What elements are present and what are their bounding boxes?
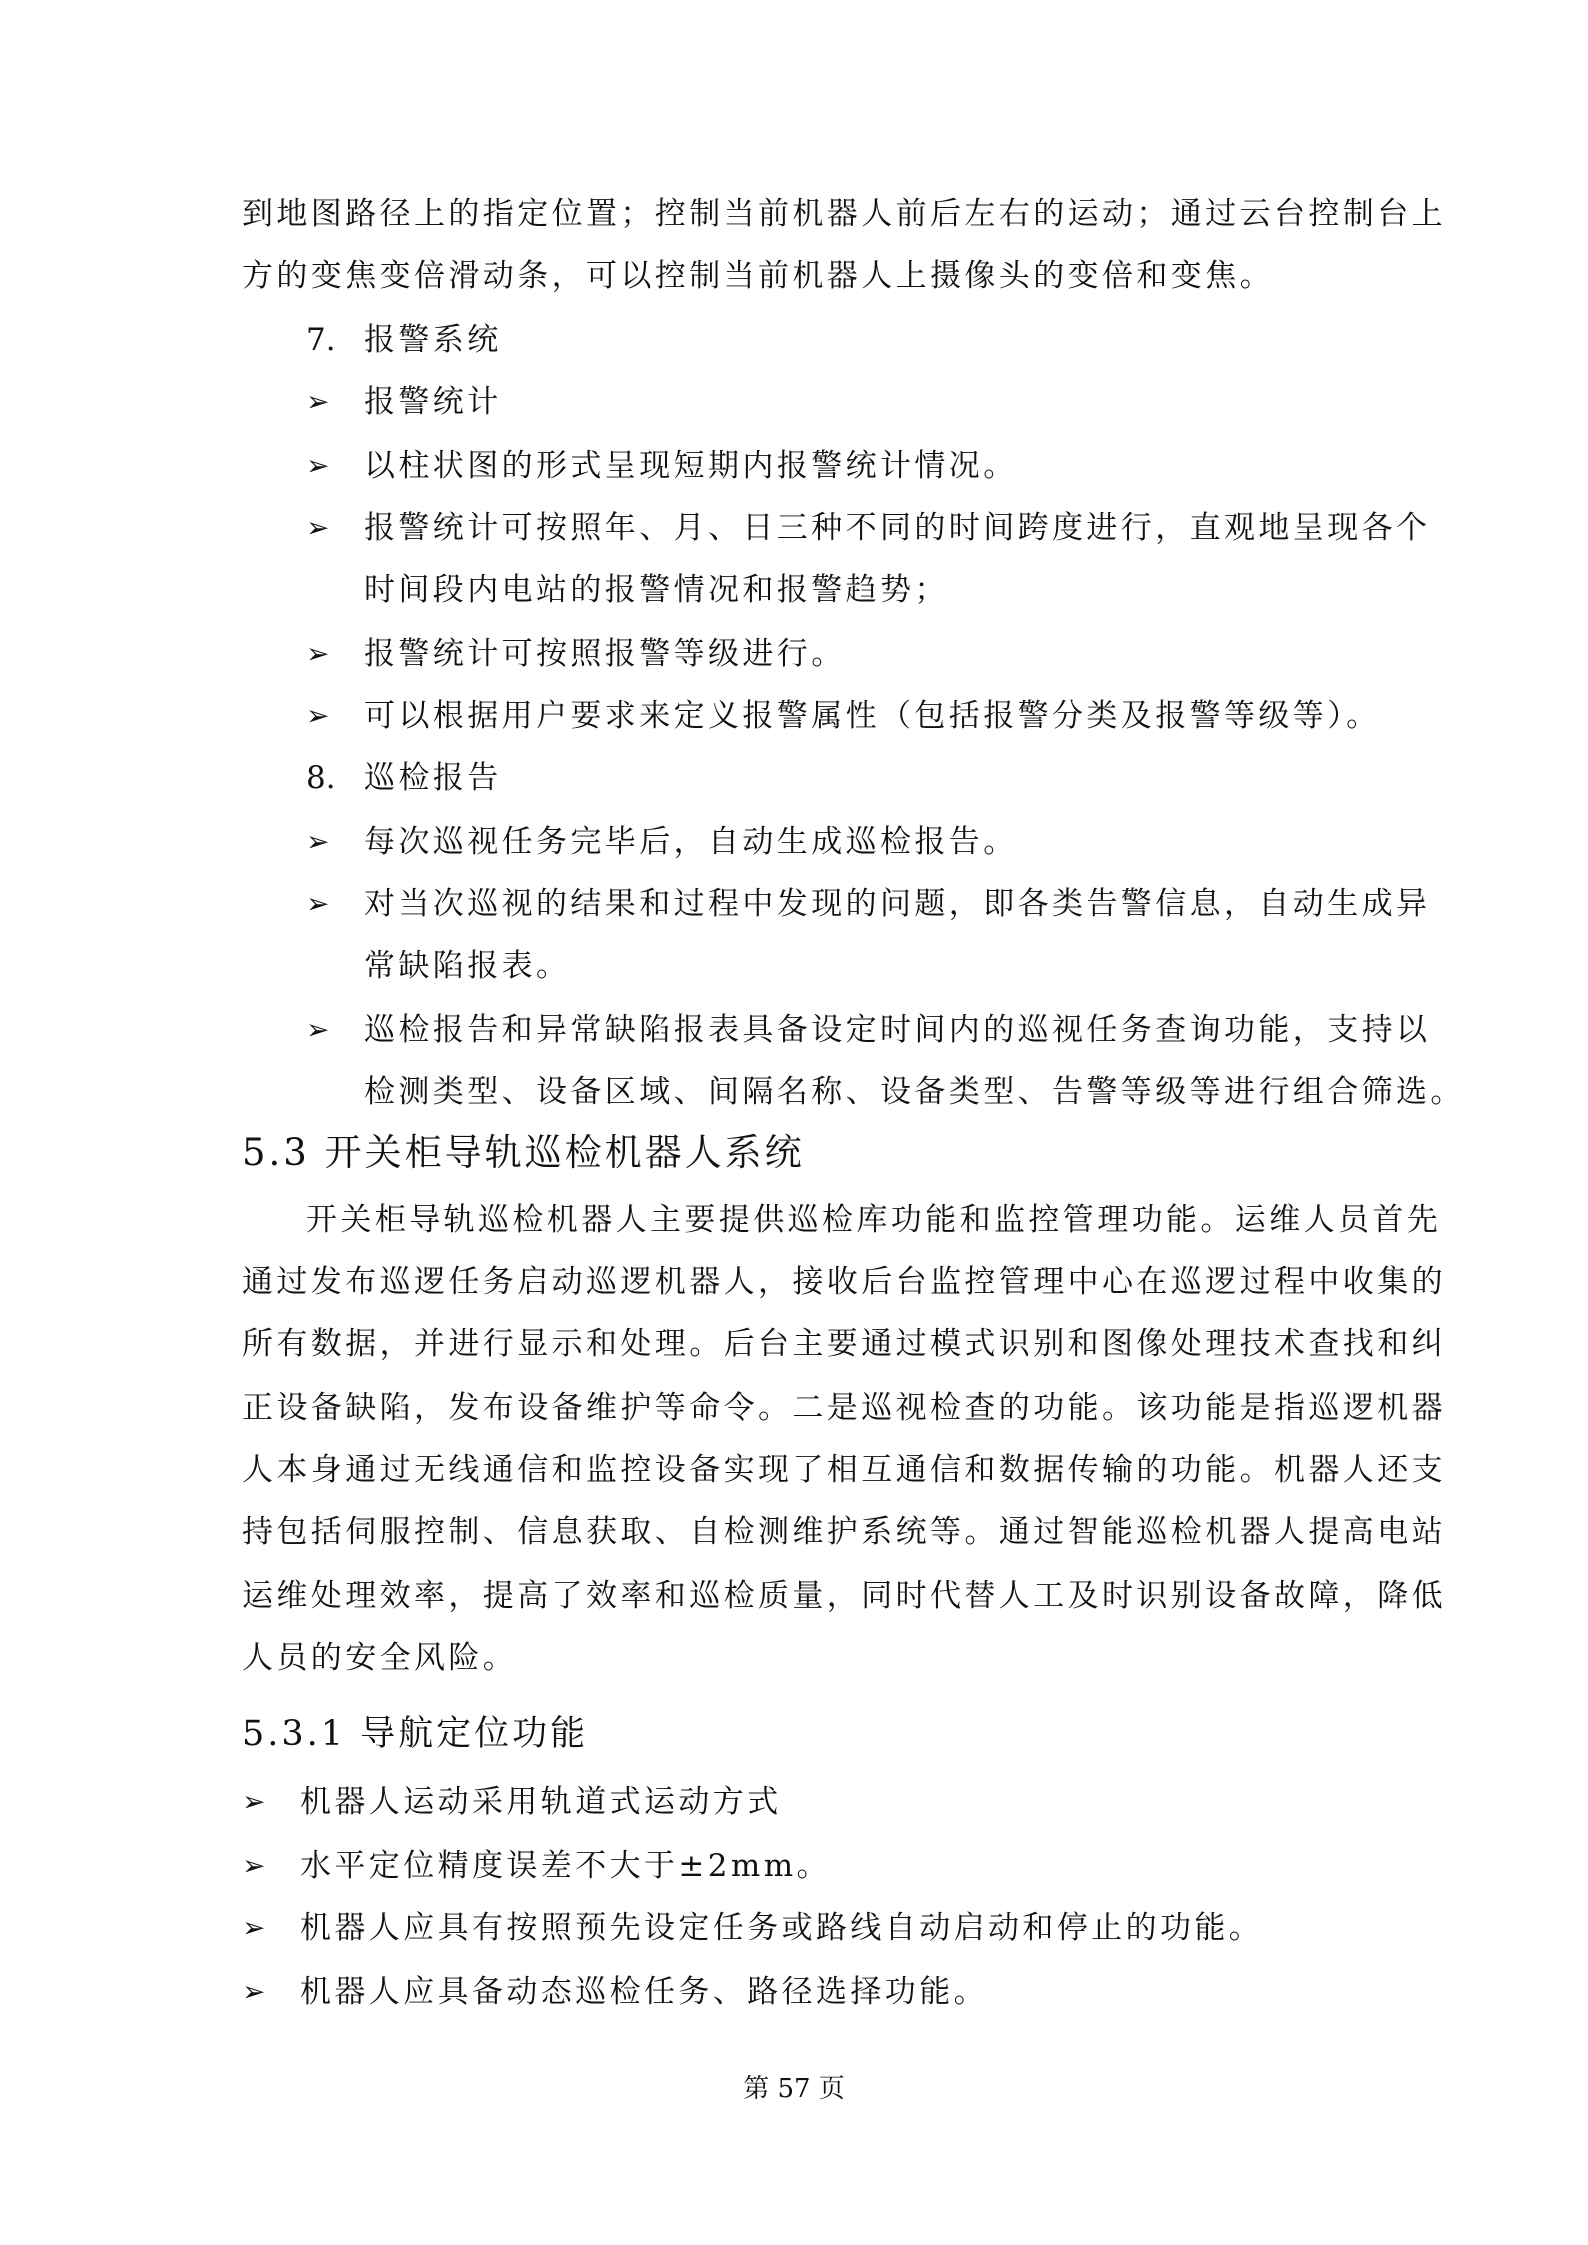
list-item: 每次巡视任务完毕后，自动生成巡检报告。 [364,824,1018,860]
list-item: 以柱状图的形式呈现短期内报警统计情况。 [364,448,1018,484]
paragraph-line: 正设备缺陷，发布设备维护等命令。二是巡视检查的功能。该功能是指巡逻机器 [242,1390,1446,1426]
list-item: 报警统计可按照年、月、日三种不同的时间跨度进行，直观地呈现各个 [364,510,1431,546]
bullet-arrow-icon: ➢ [306,637,330,670]
list-item: 报警统计可按照报警等级进行。 [364,636,846,672]
paragraph-line: 通过发布巡逻任务启动巡逻机器人，接收后台监控管理中心在巡逻过程中收集的 [242,1264,1446,1300]
bullet-arrow-icon: ➢ [306,1013,330,1046]
paragraph-line: 到地图路径上的指定位置；控制当前机器人前后左右的运动；通过云台控制台上 [242,196,1446,232]
list-number: 7. [306,322,336,358]
list-number: 8. [306,760,336,796]
section-heading: 5.3 开关柜导轨巡检机器人系统 [242,1131,805,1174]
paragraph-line: 所有数据，并进行显示和处理。后台主要通过模式识别和图像处理技术查找和纠 [242,1326,1446,1362]
bullet-arrow-icon: ➢ [242,1849,266,1882]
list-item: 水平定位精度误差不大于±2mm。 [300,1848,831,1884]
paragraph-line: 开关柜导轨巡检机器人主要提供巡检库功能和监控管理功能。运维人员首先 [306,1202,1442,1238]
page-number: 第 57 页 [743,2074,845,2104]
list-item: 巡检报告和异常缺陷报表具备设定时间内的巡视任务查询功能，支持以 [364,1012,1431,1048]
list-item: 报警统计 [364,384,502,420]
paragraph-line: 运维处理效率，提高了效率和巡检质量，同时代替人工及时识别设备故障，降低 [242,1578,1446,1614]
subsection-heading: 5.3.1 导航定位功能 [242,1714,589,1754]
list-item-continuation: 时间段内电站的报警情况和报警趋势； [364,572,949,608]
list-item: 对当次巡视的结果和过程中发现的问题，即各类告警信息，自动生成异 [364,886,1431,922]
list-item: 可以根据用户要求来定义报警属性（包括报警分类及报警等级等）。 [364,698,1381,734]
list-item: 机器人应具备动态巡检任务、路径选择功能。 [300,1974,988,2010]
paragraph-line: 持包括伺服控制、信息获取、自检测维护系统等。通过智能巡检机器人提高电站 [242,1514,1446,1550]
list-item: 机器人应具有按照预先设定任务或路线自动启动和停止的功能。 [300,1910,1264,1946]
bullet-arrow-icon: ➢ [306,825,330,858]
bullet-arrow-icon: ➢ [242,1785,266,1818]
bullet-arrow-icon: ➢ [306,385,330,418]
list-item-continuation: 常缺陷报表。 [364,948,571,984]
bullet-arrow-icon: ➢ [306,887,330,920]
bullet-arrow-icon: ➢ [306,449,330,482]
paragraph-line: 方的变焦变倍滑动条，可以控制当前机器人上摄像头的变倍和变焦。 [242,258,1274,294]
section-title: 报警系统 [364,322,502,358]
list-item-continuation: 检测类型、设备区域、间隔名称、设备类型、告警等级等进行组合筛选。 [364,1074,1465,1110]
paragraph-line: 人员的安全风险。 [242,1640,518,1676]
bullet-arrow-icon: ➢ [242,1911,266,1944]
bullet-arrow-icon: ➢ [306,699,330,732]
paragraph-line: 人本身通过无线通信和监控设备实现了相互通信和数据传输的功能。机器人还支 [242,1452,1446,1488]
bullet-arrow-icon: ➢ [306,511,330,544]
section-title: 巡检报告 [364,760,502,796]
list-item: 机器人运动采用轨道式运动方式 [300,1784,782,1820]
bullet-arrow-icon: ➢ [242,1975,266,2008]
